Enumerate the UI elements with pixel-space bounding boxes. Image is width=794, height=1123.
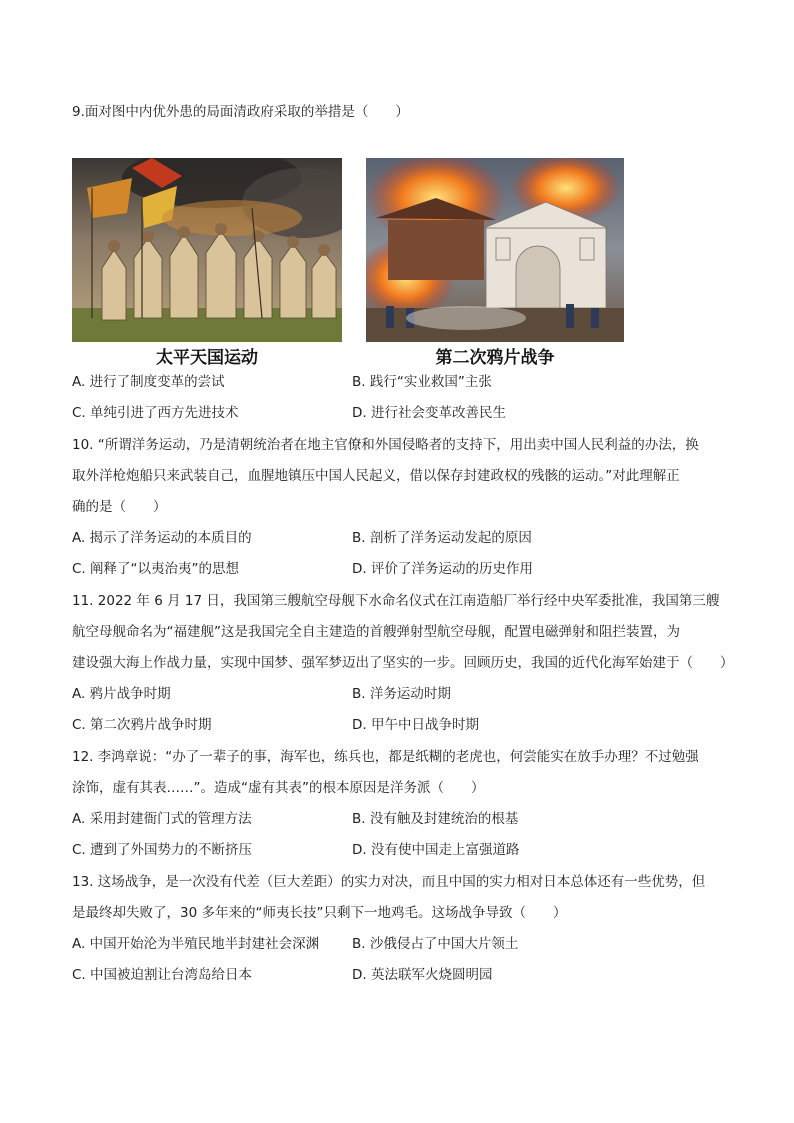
q11-option-b[interactable]: B. 洋务运动时期 (352, 686, 451, 702)
q13-option-a[interactable]: A. 中国开始沦为半殖民地半封建社会深渊 (72, 936, 320, 952)
q13-stem-line-2: 是最终却失败了，30 多年来的“师夷长技”只剩下一地鸡毛。这场战争导致（ ） (72, 905, 567, 921)
q11-option-d[interactable]: D. 甲午中日战争时期 (352, 717, 479, 733)
q12-stem-line-2: 涂饰，虚有其表……”。造成“虚有其表”的根本原因是洋务派（ ） (72, 780, 485, 796)
q9-option-a[interactable]: A. 进行了制度变革的尝试 (72, 374, 225, 390)
q10-stem-line-1: 10. “所谓洋务运动，乃是清朝统治者在地主官僚和外国侵略者的支持下，用出卖中国人民利益的办法，换 (72, 437, 699, 453)
q13-stem-line-1: 13. 这场战争，是一次没有代差（巨大差距）的实力对决，而且中国的实力相对日本总体还有一些优势，但 (72, 874, 706, 890)
q10-option-a[interactable]: A. 揭示了洋务运动的本质目的 (72, 530, 252, 546)
q11-option-a[interactable]: A. 鸦片战争时期 (72, 686, 171, 702)
q12-option-c[interactable]: C. 遭到了外国势力的不断挤压 (72, 842, 253, 858)
taiping-caption: 太平天国运动 (156, 348, 258, 368)
q9-option-d[interactable]: D. 进行社会变革改善民生 (352, 405, 506, 421)
q11-option-c[interactable]: C. 第二次鸦片战争时期 (72, 717, 212, 733)
second-opium-war-image (366, 158, 624, 342)
q12-stem-line-1: 12. 李鸿章说：“办了一辈子的事，海军也，练兵也，都是纸糊的老虎也，何尝能实在放手办理？不过勉强 (72, 749, 699, 765)
q11-stem-line-3: 建设强大海上作战力量，实现中国梦、强军梦迈出了坚实的一步。回顾历史，我国的近代化海军始建于（ ） (72, 655, 734, 671)
taiping-rebellion-image (72, 158, 342, 342)
q9-option-c[interactable]: C. 单纯引进了西方先进技术 (72, 405, 239, 421)
q13-option-d[interactable]: D. 英法联军火烧圆明园 (352, 967, 493, 983)
q10-option-b[interactable]: B. 剖析了洋务运动发起的原因 (352, 530, 532, 546)
q11-stem-line-2: 航空母舰命名为“福建舰”这是我国完全自主建造的首艘弹射型航空母舰，配置电磁弹射和阻拦装置，为 (72, 624, 680, 640)
q13-option-b[interactable]: B. 沙俄侵占了中国大片领土 (352, 936, 519, 952)
q10-stem-line-3: 确的是（ ） (72, 499, 167, 515)
q9-stem: 9.面对图中内优外患的局面清政府采取的举措是（ ） (72, 104, 409, 120)
q13-option-c[interactable]: C. 中国被迫割让台湾岛给日本 (72, 967, 253, 983)
q11-stem-line-1: 11. 2022 年 6 月 17 日，我国第三艘航空母舰下水命名仪式在江南造船厂举行经中央军委批准，我国第三艘 (72, 593, 720, 609)
q12-option-a[interactable]: A. 采用封建衙门式的管理方法 (72, 811, 252, 827)
opium-war-caption: 第二次鸦片战争 (435, 348, 555, 368)
q12-option-d[interactable]: D. 没有使中国走上富强道路 (352, 842, 520, 858)
q10-option-c[interactable]: C. 阐释了“以夷治夷”的思想 (72, 561, 239, 577)
q9-option-b[interactable]: B. 践行“实业救国”主张 (352, 374, 492, 390)
q10-option-d[interactable]: D. 评价了洋务运动的历史作用 (352, 561, 533, 577)
q10-stem-line-2: 取外洋枪炮船只来武装自己，血腥地镇压中国人民起义，借以保存封建政权的残骸的运动。”对此理解正 (72, 468, 680, 484)
q12-option-b[interactable]: B. 没有触及封建统治的根基 (352, 811, 519, 827)
